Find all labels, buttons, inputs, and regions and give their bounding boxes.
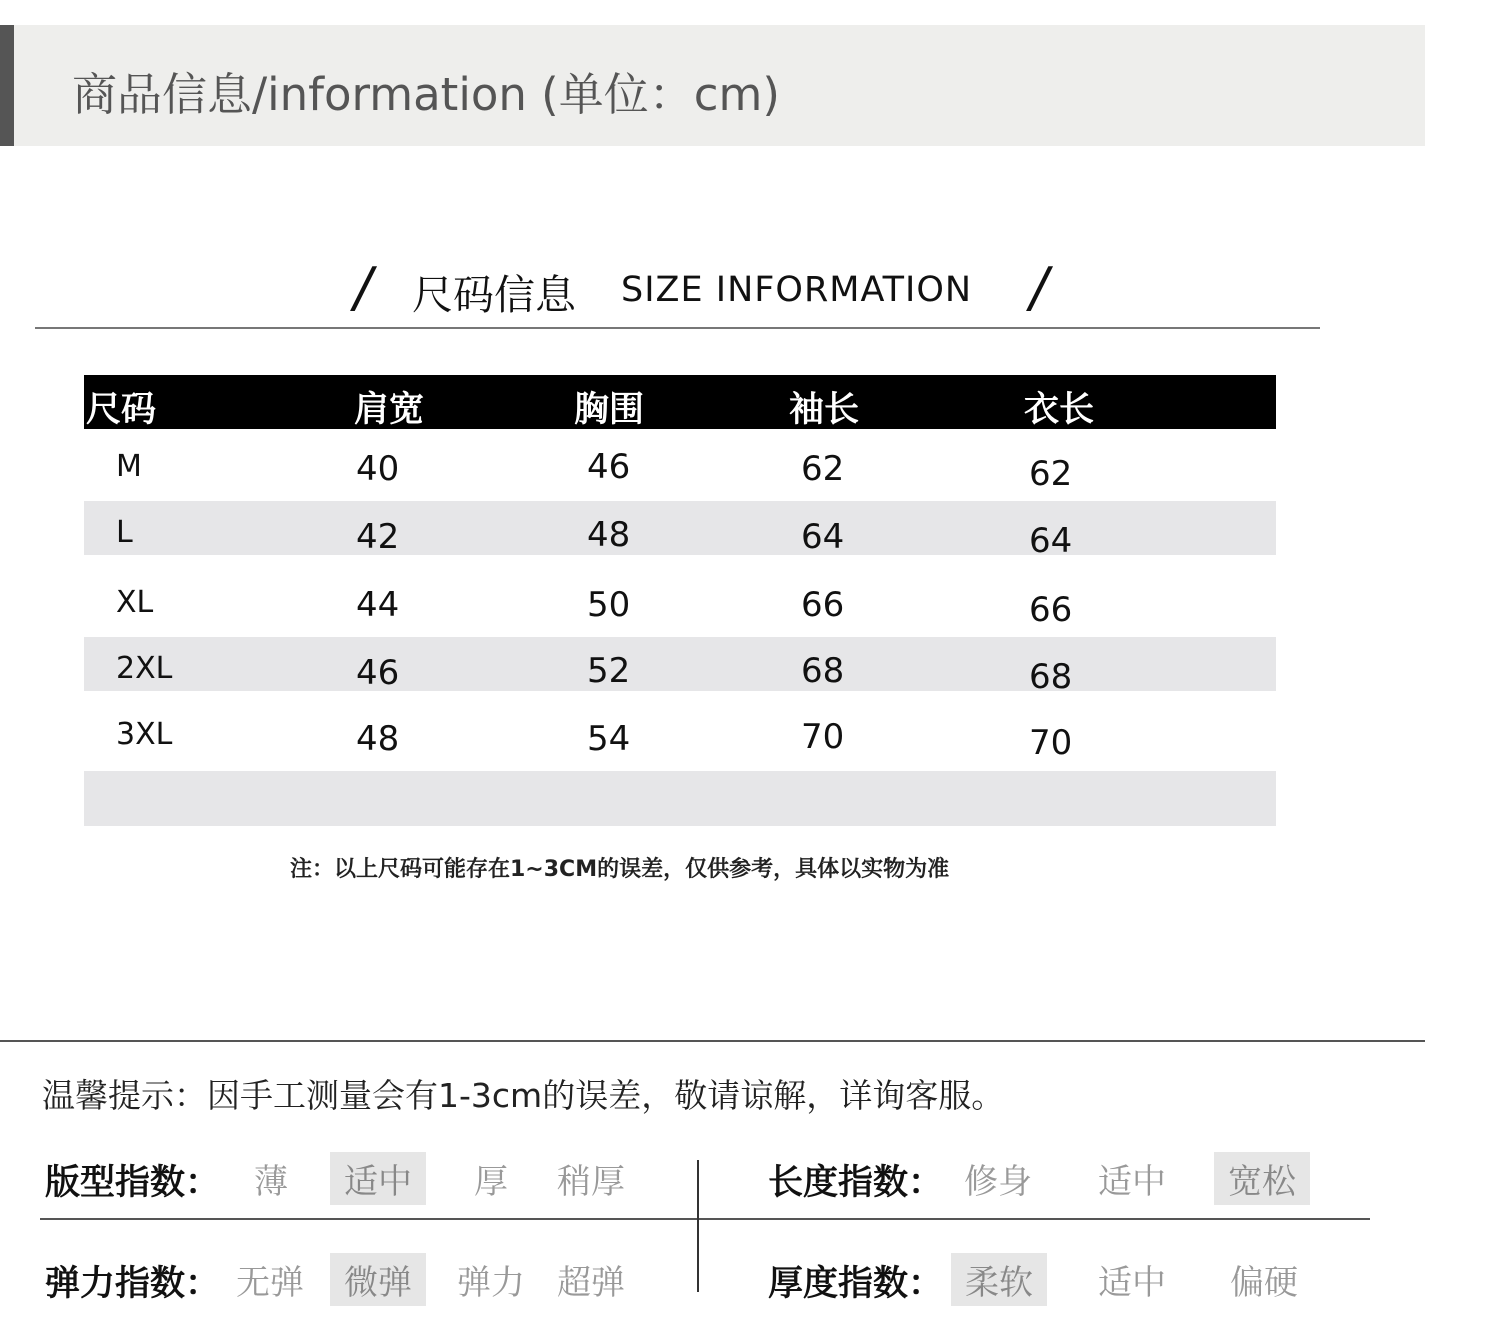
slash-right: /	[1030, 256, 1049, 319]
size-info-title-en: SIZE INFORMATION	[621, 270, 973, 310]
table-cell: 70	[801, 717, 845, 757]
index-column-divider	[697, 1160, 699, 1292]
section-divider	[0, 1040, 1425, 1042]
table-cell: 62	[801, 449, 845, 489]
heading-divider	[35, 327, 1320, 329]
table-cell: 68	[1029, 657, 1073, 697]
size-table	[84, 375, 1276, 826]
table-cell: M	[116, 449, 142, 484]
thickness-option-medium: 适中	[1098, 1263, 1166, 1303]
slash-left: /	[354, 256, 373, 319]
table-cell: 2XL	[116, 651, 173, 686]
elastic-option-slight: 微弹	[330, 1253, 426, 1306]
col-header-shoulder: 肩宽	[354, 390, 425, 430]
col-header-length: 衣长	[1024, 390, 1095, 430]
col-header-chest: 胸围	[574, 390, 645, 430]
table-cell: XL	[116, 585, 154, 620]
table-cell: L	[116, 515, 133, 550]
header-accent-bar	[0, 25, 14, 146]
table-cell: 62	[1029, 454, 1073, 494]
length-option-loose: 宽松	[1214, 1152, 1310, 1205]
elastic-option-super: 超弹	[557, 1263, 625, 1303]
table-cell: 70	[1029, 723, 1073, 763]
table-cell: 50	[587, 585, 631, 625]
table-cell: 66	[801, 585, 845, 625]
table-cell: 66	[1029, 590, 1073, 630]
length-option-medium: 适中	[1098, 1162, 1166, 1202]
table-cell: 44	[356, 585, 400, 625]
fit-option-medium: 适中	[330, 1152, 426, 1205]
table-cell: 46	[356, 653, 400, 693]
table-cell: 64	[1029, 521, 1073, 561]
table-cell: 40	[356, 449, 400, 489]
table-row	[84, 555, 1276, 637]
length-index-label: 长度指数：	[768, 1163, 944, 1203]
col-header-sleeve: 袖长	[789, 390, 860, 430]
table-cell: 48	[587, 515, 631, 555]
thickness-option-hard: 偏硬	[1230, 1263, 1298, 1303]
table-row	[84, 501, 1276, 561]
thickness-option-soft: 柔软	[951, 1253, 1047, 1306]
table-cell: 46	[587, 447, 631, 487]
elastic-option-none: 无弹	[236, 1263, 304, 1303]
table-cell: 3XL	[116, 717, 173, 752]
size-info-title-cn: 尺码信息	[412, 271, 576, 319]
size-info-heading	[0, 250, 1400, 320]
page-title: 商品信息/information (单位：cm)	[72, 68, 780, 121]
table-header	[84, 375, 1276, 429]
table-cell: 48	[356, 719, 400, 759]
fit-option-thin: 薄	[254, 1162, 288, 1202]
table-cell: 68	[801, 651, 845, 691]
table-row	[84, 637, 1276, 697]
fit-option-slightly-thick: 稍厚	[557, 1162, 625, 1202]
size-note: 注：以上尺码可能存在1~3CM的误差，仅供参考，具体以实物为准	[290, 857, 950, 882]
elastic-index-label: 弹力指数：	[45, 1264, 221, 1304]
col-header-size: 尺码	[86, 390, 157, 430]
length-option-slim: 修身	[964, 1162, 1032, 1202]
fit-option-thick: 厚	[474, 1162, 508, 1202]
table-cell: 64	[801, 517, 845, 557]
table-cell: 52	[587, 651, 631, 691]
elastic-option-elastic: 弹力	[457, 1263, 525, 1303]
thickness-index-label: 厚度指数：	[768, 1264, 944, 1304]
table-cell: 54	[587, 719, 631, 759]
table-cell: 42	[356, 517, 400, 557]
table-row-empty	[84, 771, 1276, 826]
table-row	[84, 691, 1276, 771]
measurement-tip: 温馨提示：因手工测量会有1-3cm的误差，敬请谅解，详询客服。	[42, 1076, 1005, 1115]
table-row	[84, 429, 1276, 501]
fit-index-label: 版型指数：	[45, 1163, 221, 1203]
index-row-divider	[40, 1218, 1370, 1220]
